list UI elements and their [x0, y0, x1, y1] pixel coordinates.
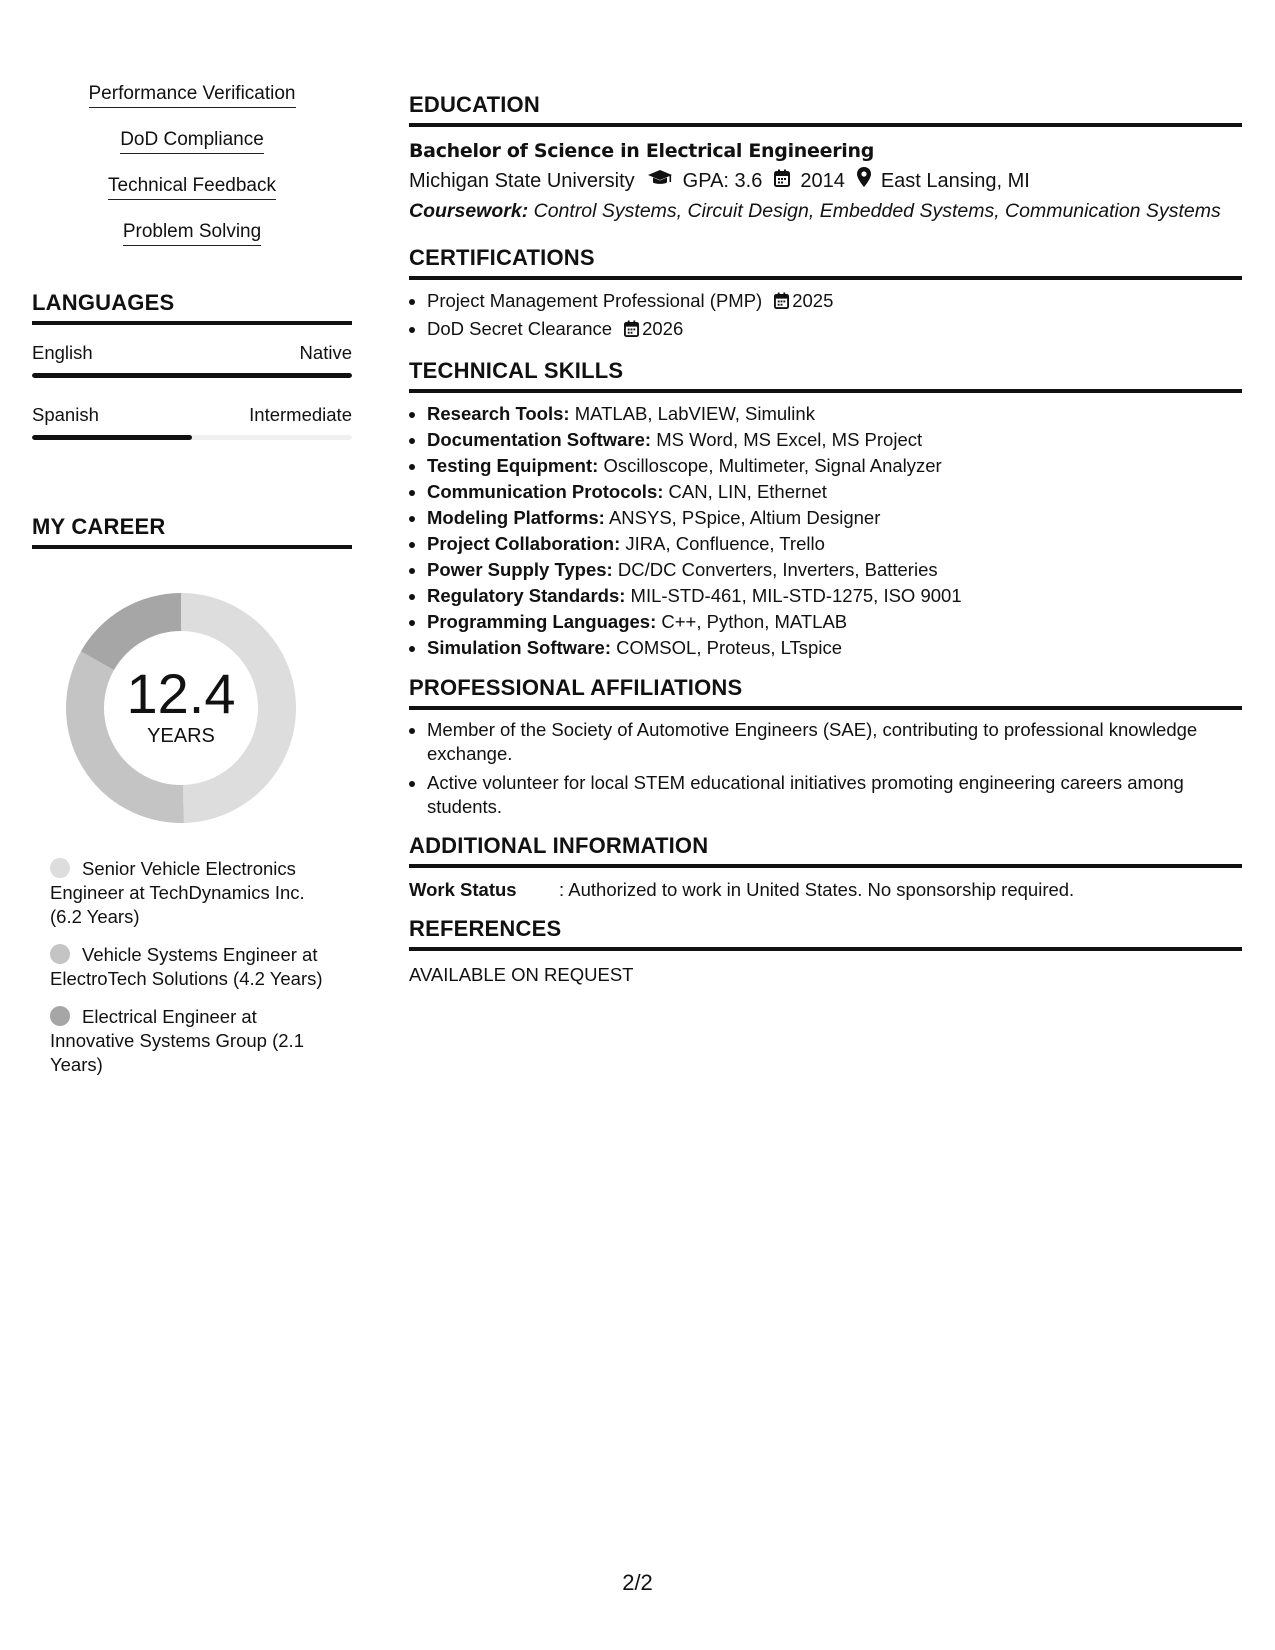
- language-level: Native: [299, 342, 352, 363]
- skill-item: [427, 453, 1242, 479]
- language-level: Intermediate: [249, 404, 352, 425]
- gpa: GPA: 3.6: [682, 170, 763, 192]
- skill-values: MS Word, MS Excel, MS Project: [656, 429, 923, 450]
- legend-swatch: [50, 944, 70, 964]
- section-title-references: REFERENCES: [409, 916, 562, 941]
- section-divider: [409, 389, 1242, 393]
- section-title-additional-information: ADDITIONAL INFORMATION: [409, 833, 709, 858]
- legend-swatch: [50, 858, 70, 878]
- work-status-row: [409, 878, 1242, 902]
- skill-item: [427, 401, 1242, 427]
- section-title-technical-skills: TECHNICAL SKILLS: [409, 358, 624, 383]
- skill-category: Simulation Software:: [427, 637, 611, 658]
- skill-values: DC/DC Converters, Inverters, Batteries: [617, 559, 938, 580]
- location-pin-icon: [857, 167, 871, 195]
- skill-item: [427, 583, 1242, 609]
- career-role-label: Senior Vehicle Electronics Engineer at TechDynamics Inc. (6.2 Years): [50, 858, 305, 927]
- language-level-fill: [32, 373, 352, 378]
- section-title-languages: LANGUAGES: [32, 290, 175, 315]
- work-status-value: : Authorized to work in United States. No sponsorship required.: [559, 879, 1075, 900]
- affiliations-list: [409, 718, 1242, 819]
- skill-values: MIL-STD-461, MIL-STD-1275, ISO 9001: [630, 585, 962, 606]
- right-column: [409, 92, 1242, 1001]
- affiliation-item: • Member of the Society of Automotive Engineers (SAE), contributing to professional knowledge exchange.: [427, 718, 1242, 766]
- section-divider: [32, 545, 352, 549]
- skill-category: Documentation Software:: [427, 429, 652, 450]
- section-title-my-career: MY CAREER: [32, 514, 166, 539]
- skill-values: ANSYS, PSpice, Altium Designer: [608, 507, 881, 528]
- language-level-bar: [32, 373, 352, 378]
- calendar-icon: [624, 318, 639, 344]
- skill-category: Modeling Platforms:: [427, 507, 605, 528]
- languages-section: [32, 290, 352, 440]
- skill-tag: Problem Solving: [123, 220, 261, 246]
- degree-title: Bachelor of Science in Electrical Engineering: [409, 140, 874, 162]
- section-divider: [32, 321, 352, 325]
- skill-values: CAN, LIN, Ethernet: [668, 481, 827, 502]
- technical-skills-list: [409, 401, 1242, 661]
- certification-item: [427, 316, 1242, 344]
- coursework: [409, 199, 1242, 223]
- career-legend: [32, 857, 335, 1077]
- language-item-spanish: [32, 404, 352, 440]
- education-details: [409, 167, 1242, 195]
- skill-item: [427, 427, 1242, 453]
- graduation-cap-icon: [647, 167, 673, 195]
- additional-info-section: [409, 833, 1242, 902]
- work-status-label: Work Status: [409, 879, 517, 900]
- skill-category: Power Supply Types:: [427, 559, 613, 580]
- section-divider: [409, 706, 1242, 710]
- donut-center: [66, 662, 296, 747]
- school-name: Michigan State University: [409, 170, 635, 192]
- certification-list: [409, 288, 1242, 344]
- career-role-label: Electrical Engineer at Innovative Systems Group (2.1 Years): [50, 1006, 304, 1075]
- language-item-english: [32, 342, 352, 378]
- left-column: [32, 82, 352, 1091]
- certifications-section: [409, 245, 1242, 344]
- affiliation-item: • Active volunteer for local STEM educational initiatives promoting engineering careers among students.: [427, 771, 1242, 819]
- graduation-year: 2014: [800, 170, 845, 192]
- skill-values: Oscilloscope, Multimeter, Signal Analyzer: [603, 455, 942, 476]
- skill-values: COMSOL, Proteus, LTspice: [616, 637, 842, 658]
- references-section: [409, 916, 1242, 987]
- coursework-list: Control Systems, Circuit Design, Embedded Systems, Communication Systems: [533, 200, 1221, 222]
- certification-name: Project Management Professional (PMP): [427, 290, 763, 311]
- skill-category: Programming Languages:: [427, 611, 657, 632]
- certification-item: [427, 288, 1242, 316]
- skill-tag: DoD Compliance: [120, 128, 264, 154]
- skill-item: [427, 479, 1242, 505]
- language-name: Spanish: [32, 404, 99, 425]
- coursework-label: Coursework:: [409, 200, 529, 222]
- career-legend-item: [50, 1005, 335, 1077]
- skill-item: [427, 635, 1242, 661]
- skill-values: MATLAB, LabVIEW, Simulink: [574, 403, 815, 424]
- total-years-unit: YEARS: [147, 725, 215, 747]
- section-title-affiliations: PROFESSIONAL AFFILIATIONS: [409, 675, 743, 700]
- calendar-icon: [774, 167, 790, 195]
- certification-year: 2026: [642, 318, 684, 339]
- section-divider: [409, 947, 1242, 951]
- skill-category: Project Collaboration:: [427, 533, 621, 554]
- career-donut-chart: [66, 593, 296, 823]
- skill-tags: [32, 82, 352, 266]
- section-title-education: EDUCATION: [409, 92, 540, 117]
- skill-tag: Performance Verification: [89, 82, 296, 108]
- legend-swatch: [50, 1006, 70, 1026]
- language-name: English: [32, 342, 93, 363]
- career-legend-item: [50, 857, 335, 929]
- skill-item: [427, 609, 1242, 635]
- skill-category: Testing Equipment:: [427, 455, 599, 476]
- section-divider: [409, 123, 1242, 127]
- language-level-fill: [32, 435, 192, 440]
- skill-category: Research Tools:: [427, 403, 570, 424]
- section-divider: [409, 864, 1242, 868]
- skill-category: Regulatory Standards:: [427, 585, 626, 606]
- certification-name: DoD Secret Clearance: [427, 318, 613, 339]
- career-section: [32, 514, 352, 1077]
- education-section: [409, 92, 1242, 223]
- section-title-certifications: CERTIFICATIONS: [409, 245, 595, 270]
- skill-item: [427, 557, 1242, 583]
- technical-skills-section: [409, 358, 1242, 661]
- skill-values: C++, Python, MATLAB: [661, 611, 848, 632]
- total-years-value: 12.4: [126, 662, 236, 725]
- references-text: AVAILABLE ON REQUEST: [409, 964, 634, 985]
- certification-year: 2025: [792, 290, 834, 311]
- career-legend-item: [50, 943, 335, 991]
- skill-item: [427, 531, 1242, 557]
- career-role-label: Vehicle Systems Engineer at ElectroTech Solutions (4.2 Years): [50, 944, 323, 989]
- skill-tag: Technical Feedback: [108, 174, 276, 200]
- donut-slice-3: [81, 593, 181, 670]
- page-number: 2/2: [622, 1570, 653, 1595]
- education-location: East Lansing, MI: [880, 170, 1030, 192]
- skill-category: Communication Protocols:: [427, 481, 664, 502]
- skill-item: [427, 505, 1242, 531]
- language-level-bar: [32, 435, 352, 440]
- calendar-icon: [774, 290, 789, 316]
- section-divider: [409, 276, 1242, 280]
- skill-values: JIRA, Confluence, Trello: [625, 533, 825, 554]
- affiliations-section: [409, 675, 1242, 819]
